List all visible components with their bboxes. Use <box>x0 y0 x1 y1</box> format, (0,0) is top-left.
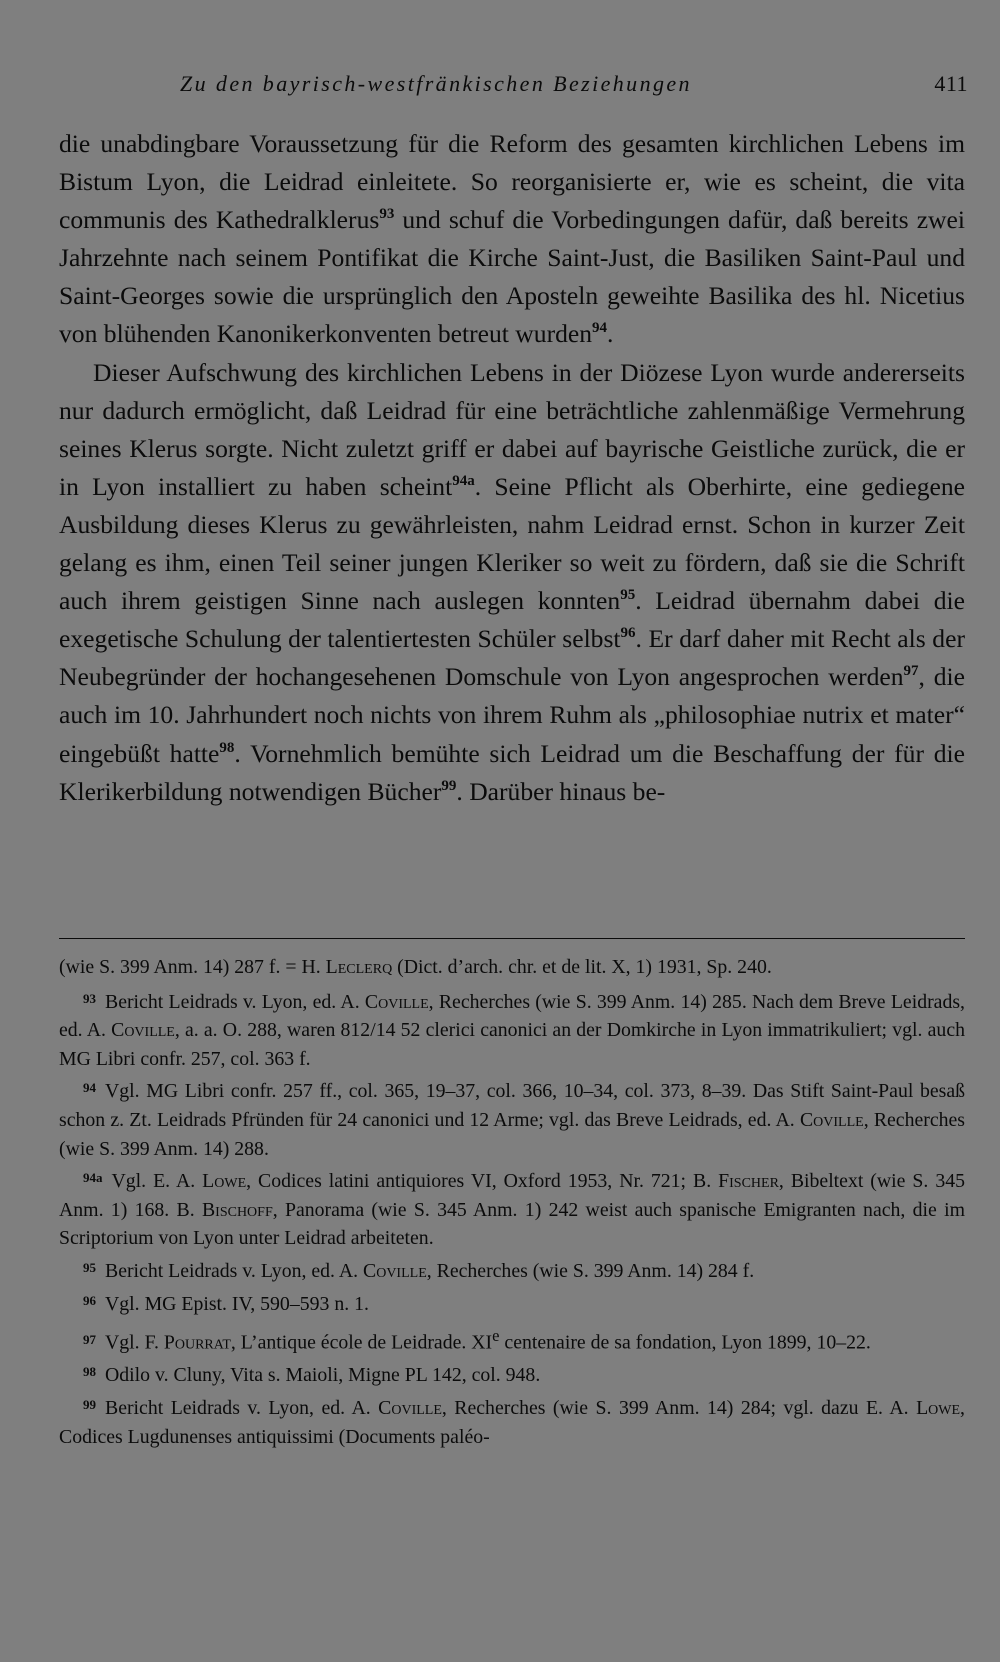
text-run: Bericht Leidrads v. Lyon, ed. A. <box>105 990 365 1013</box>
footnote-ref-97[interactable]: 97 <box>903 663 919 680</box>
text-run: Odilo v. Cluny, Vita s. Maioli, Migne PL 142, col. 948. <box>105 1364 541 1387</box>
footnote-number: 94a <box>83 1170 103 1186</box>
body-text <box>59 125 965 811</box>
footnote-ref-95[interactable]: 95 <box>620 587 636 604</box>
footnote-divider <box>59 938 965 939</box>
author-name: Bischoff <box>201 1198 273 1221</box>
footnote-95 <box>59 1257 965 1286</box>
author-name: Lowe <box>202 1170 247 1193</box>
text-run: die unabdingbare Voraussetzung für die Reform des gesamten kirchlichen Lebens im Bistum Lyon, die Leidrad einleitete. So reorganisierte er, wie es scheint, die vita communis des Kathedralklerus <box>59 129 965 235</box>
paragraph <box>59 354 965 811</box>
author-name: Lowe <box>916 1396 961 1419</box>
footnote-number: 96 <box>83 1292 96 1308</box>
text-run: . <box>607 319 614 349</box>
author-name: Fischer <box>718 1170 779 1193</box>
footnote-94a <box>59 1167 965 1253</box>
running-head <box>180 66 968 102</box>
footnote-number: 98 <box>83 1364 96 1380</box>
author-name: Leclerq <box>325 956 393 978</box>
text-run: . Seine Pflicht als Oberhirte, eine gediegene Ausbildung dieses Klerus zu gewährleisten, nahm Leidrad ernst. Schon in kurzer Zeit gelang es ihm, einen Teil seiner jungen Kleriker so weit zu fördern, daß sie die Schrift auch ihrem geistigen Sinne nach auslegen konnten <box>59 471 966 616</box>
footnote-94 <box>59 1077 965 1163</box>
footnote-number: 95 <box>83 1259 96 1275</box>
text-run: centenaire de sa fondation, Lyon 1899, 10–22. <box>499 1331 871 1354</box>
text-run: . Leidrad übernahm dabei die exegetische Schulung der talentiertesten Schüler selbst <box>59 586 965 654</box>
text-run: , Recherches (wie S. 399 Anm. 14) 284; vgl. dazu E. A. <box>441 1396 917 1419</box>
text-run: (wie S. 399 Anm. 14) 287 f. = H. <box>59 956 326 978</box>
footnote-ref-98[interactable]: 98 <box>219 739 235 756</box>
footnote-97 <box>59 1322 965 1357</box>
author-name: Coville <box>111 1019 175 1042</box>
author-name: Pourrat <box>163 1331 231 1354</box>
text-run: . Vornehmlich bemühte sich Leidrad um die Beschaffung der für die Klerikerbildung notwendigen Bücher <box>59 738 965 806</box>
footnote-continuation <box>59 953 965 982</box>
text-run: . Er darf daher mit Recht als der Neubegründer der hochangesehenen Domschule von Lyon angesprochen werden <box>59 624 965 692</box>
text-run: , Recherches (wie S. 399 Anm. 14) 284 f. <box>426 1259 755 1282</box>
text-run: Dieser Aufschwung des kirchlichen Lebens in der Diözese Lyon wurde andererseits nur dadurch ermöglicht, daß Leidrad für eine beträchtliche zahlenmäßige Vermehrung seines Klerus sorgte. Nicht zuletzt griff er dabei auf bayrische Geistliche zurück, die er in Lyon installiert zu haben scheint <box>59 357 965 501</box>
text-run: , a. a. O. 288, waren 812/14 52 clerici canonici an der Domkirche in Lyon immatrikuliert; vgl. auch MG Libri confr. 257, col. 363 f. <box>59 1019 965 1070</box>
footnote-number: 93 <box>83 990 96 1006</box>
footnote-number: 99 <box>83 1396 96 1412</box>
author-name: Coville <box>799 1108 864 1131</box>
running-title: Zu den bayrisch-westfränkischen Beziehungen <box>180 71 692 96</box>
text-run: , die auch im 10. Jahrhundert noch nichts von ihrem Ruhm als „philosophiae nutrix et mater“ eingebüßt hatte <box>59 662 965 768</box>
footnote-98 <box>59 1361 965 1390</box>
text-run: , Recherches (wie S. 399 Anm. 14) 288. <box>59 1108 965 1160</box>
footnote-ref-96[interactable]: 96 <box>620 625 636 642</box>
text-run: (Dict. d’arch. chr. et de lit. X, 1) 1931, Sp. 240. <box>392 956 772 978</box>
author-name: Coville <box>363 1259 427 1282</box>
footnote-ref-99[interactable]: 99 <box>441 777 457 794</box>
footnote-99 <box>59 1394 965 1451</box>
footnotes <box>59 953 965 1455</box>
text-run: , Panorama (wie S. 345 Anm. 1) 242 weist auch spanische Emigranten nach, die im Scriptorium von Lyon unter Leidrad arbeiteten. <box>59 1198 965 1250</box>
text-run: Bericht Leidrads v. Lyon, ed. A. <box>105 1396 379 1419</box>
author-name: Coville <box>378 1396 442 1419</box>
footnote-ref-94[interactable]: 94 <box>592 320 608 337</box>
footnote-96 <box>59 1290 965 1319</box>
footnote-number: 94 <box>83 1080 96 1096</box>
text-run: Vgl. E. A. <box>111 1170 203 1193</box>
text-run: , Recherches (wie S. 399 Anm. 14) 285. Nach dem Breve Leidrads, ed. A. <box>59 990 965 1042</box>
author-name: Coville <box>364 990 429 1013</box>
footnote-93 <box>59 988 965 1074</box>
text-run: Vgl. MG Epist. IV, 590–593 n. 1. <box>105 1292 369 1315</box>
footnote-ref-93[interactable]: 93 <box>379 206 395 223</box>
text-run: Vgl. MG Libri confr. 257 ff., col. 365, 19–37, col. 366, 10–34, col. 373, 8–39. Das Stift Saint-Paul besaß schon z. Zt. Leidrads Pfründen für 24 canonici und 12 Arme; vgl. das Breve Leidrads, ed. A. <box>59 1080 965 1131</box>
text-run: , Codices Lugdunenses antiquissimi (Documents paléo- <box>59 1396 965 1448</box>
text-run: . Darüber hinaus be- <box>456 776 666 806</box>
text-run: , Bibeltext (wie S. 345 Anm. 1) 168. B. <box>59 1170 966 1221</box>
text-run: , L’antique école de Leidrade. XI <box>230 1331 493 1354</box>
text-run: , Codices latini antiquiores VI, Oxford 1953, Nr. 721; B. <box>246 1170 719 1193</box>
footnote-ref-94a[interactable]: 94a <box>452 472 475 489</box>
page-number: 411 <box>934 71 968 96</box>
text-run: Bericht Leidrads v. Lyon, ed. A. <box>105 1259 364 1282</box>
ordinal-superscript: e <box>492 1326 500 1346</box>
footnote-number: 97 <box>83 1331 96 1347</box>
paragraph <box>59 125 965 354</box>
text-run: und schuf die Vorbedingungen dafür, daß bereits zwei Jahrzehnte nach seinem Pontifikat die Kirche Saint-Just, die Basiliken Saint-Paul und Saint-Georges sowie die ursprünglich den Aposteln geweihte Basilika des hl. Nicetius von blühenden Kanonikerkonventen betreut wurden <box>59 205 966 349</box>
text-run: Vgl. F. <box>105 1331 164 1354</box>
